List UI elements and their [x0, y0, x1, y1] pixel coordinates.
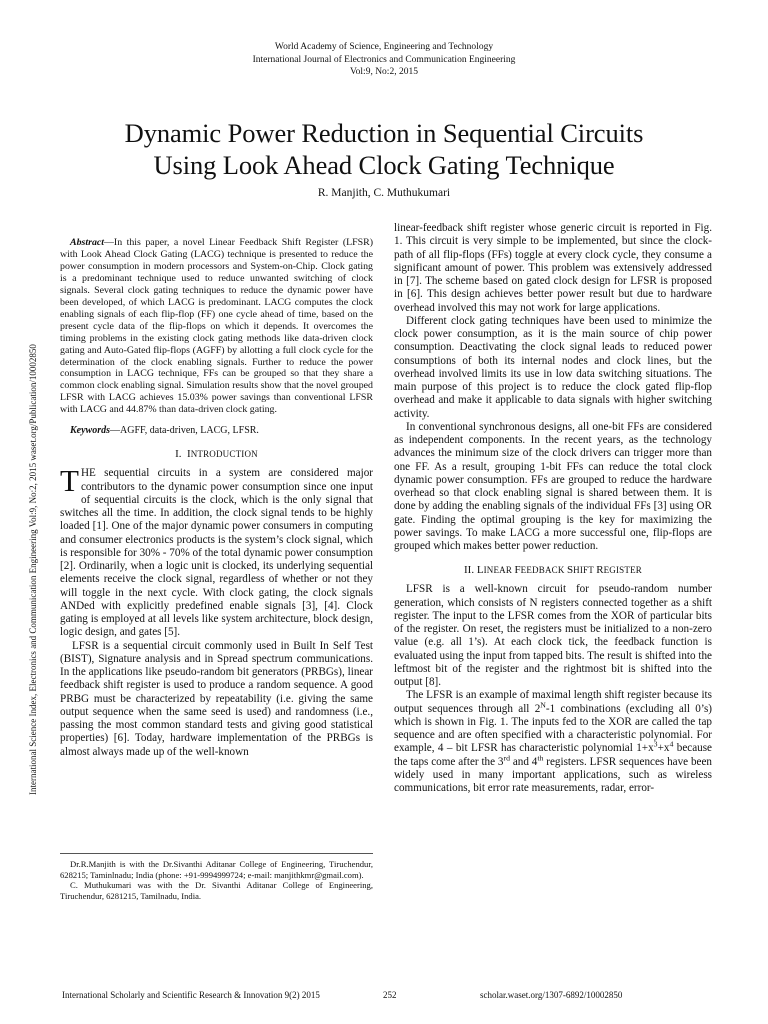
keywords — [60, 425, 373, 437]
journal-header — [0, 41, 768, 79]
abstract — [60, 237, 373, 416]
footer-right: scholar.waset.org/1307-6892/10002850 — [480, 990, 623, 1000]
footer-left: International Scholarly and Scientific Research & Innovation 9(2) 2015 — [62, 990, 320, 1000]
footnotes — [60, 853, 373, 901]
right-paragraph-3: In conventional synchronous designs, all one-bit FFs are considered as independent components. In the recent years, as the technology advances the minimum size of the clock drivers can trigger more than one FF. As a result, grouping 1-bit FFs can reduce the total clock dynamic power consumption. FFs are grouped to reduce the hardware overhead so that clock enabling signal is shared between them. It is done by adding the enabling signals of the individual FFs [3] using OR gate. Finding the optimal grouping is the key for maximizing the power savings. To make LACG a more successful one, flip-flops are grouped which makes better power reduction. — [394, 420, 712, 552]
title-line-2: Using Look Ahead Clock Gating Technique — [153, 150, 615, 180]
right-column — [394, 222, 712, 795]
paper-title — [40, 117, 728, 181]
intro-paragraph-1: THE sequential circuits in a system are considered major contributors to the dynamic power consumption since one input of sequential circuits is the clock, which is the only signal that switches all the time. In addition, the clock signal tends to be highly loaded [1]. One of the major dynamic power consumers in computing and consumer electronics products is the system’s clock signal, which is responsible for 30% - 70% of the total dynamic power consumption [2]. Ordinarily, when a logic unit is clocked, its underlying sequential elements receive the clock signal, regardless of whether or not they will toggle in the next cycle. With clock gating, the clock signals ANDed with explicitly predefined enable signals [3], [4]. Clock gating is employed at all levels like system architecture, block design, logic design, and gates [5]. — [60, 463, 373, 639]
page-number: 252 — [383, 990, 397, 1000]
header-line-2: International Journal of Electronics and Communication Engineering — [252, 54, 516, 65]
right-paragraph-4: LFSR is a well-known circuit for pseudo-random number generation, which consists of N registers connected together as a shift register. The input to the LFSR comes from the XOR of particular bits of the register. On reset, the registers must be initialized to a non-zero value (e.g. all 1’s). At each clock tick, the feedback function is evaluated using the input from tapped bits. The result is shifted into the leftmost bit of the register and the rightmost bit is shifted into the output [8]. — [394, 583, 712, 688]
right-paragraph-2: Different clock gating techniques have been used to minimize the clock power consumption, as it is the main source of chip power consumption. Deactivating the clock signal leads to reduced power consumptions of both its internal nodes and clock lines, but the overhead involved limits its use in low data switching situations. The main purpose of this project is to reduce the clock gated flip-flop overhead and make it applicable to data signals with higher switching activity. — [394, 314, 712, 420]
right-paragraph-5: The LFSR is an example of maximal length shift register because its output sequences through all $2^N-1$ combinations (excluding all 0’s) which is shown in Fig. 1. The inputs fed to the XOR are called the tap sequence and are often specified with a characteristic polynomial. For example, 4 – bit LFSR has characteristic polynomial $1+x^3+x^4$ because the taps come after the 3rd and 4th registers. LFSR sequences have been widely used in many important applications, such as wireless communications, bit error rate measurements, radar, error- — [394, 689, 713, 794]
title-line-1: Dynamic Power Reduction in Sequential Circuits — [124, 118, 644, 148]
footnote-1: Dr.R.Manjith is with the Dr.Sivanthi Aditanar College of Engineering, Tiruchendur, 628215; Taminlnadu; India (phone: +91-9994999724; e-mail: manjithkmr@gmail.com). — [60, 859, 373, 880]
header-line-3: Vol:9, No:2, 2015 — [350, 67, 418, 77]
abstract-text: —In this paper, a novel Linear Feedback Shift Register (LFSR) with Look Ahead Clock Gating (LACG) technique is presented to reduce the power consumption in modern processors and System-on-Chip. Clock gating is a predominant technique used to reduce unwanted switching of clock signals. Several clock gating techniques to reduce the dynamic power have been developed, of which LACG is predominant. LACG computes the clock enabling signals of each flip-flop (FF) one cycle ahead of time, based on the present cycle data of the flip-flops on which it depends. It overcomes the timing problems in the existing clock gating methods like data-driven clock gating and Auto-Gated flip-flops (AGFF) by allotting a full clock cycle for the determination of the clock enabling signals. Further to reduce the power consumption in LACG technique, FFs can be grouped so that they share a common clock enabling signal. Simulation results show that the novel grouped LFSR with LACG achieves 15.03% power savings than conventional LFSR with LACG and 44.87% than data-driven clock gating. — [60, 237, 373, 416]
right-paragraph-1: linear-feedback shift register whose generic circuit is reported in Fig. 1. This circuit is very simple to be implemented, but since the clock-path of all flip-flops (FFs) toggle at every clock cycle, they consume a significant amount of power. This problem was extensively addressed in [7]. The scheme based on gated clock design for LFSR is proposed in [6]. This design achieves better power result but due to hardware overhead involved this may not work for large applications. — [394, 222, 712, 314]
header-line-1: World Academy of Science, Engineering and Technology — [274, 42, 494, 52]
section-heading-introduction: I. INTRODUCTION — [175, 448, 258, 461]
left-column — [60, 237, 373, 759]
drop-cap: T — [60, 463, 79, 499]
keywords-text: —AGFF, data-driven, LACG, LFSR. — [110, 425, 259, 437]
intro-paragraph-2: LFSR is a sequential circuit commonly used in Built In Self Test (BIST), Signature analysis and in Spread spectrum communications. In the applications like pseudo-random bit generators (PRBGs), linear feedback shift register is used to produce a random sequence. A good PRBG must be characterized by repeatability (i.e. giving the same output sequence when the same seed is used) and randomness (i.e., passing the most common standard tests and giving good statistical properties) [6]. Today, hardware implementation of the PRBGs is almost always made up of the well-known — [60, 639, 373, 758]
abstract-label: Abstract — [70, 237, 105, 248]
footnote-2: C. Muthukumari was with the Dr. Sivanthi Aditanar College of Engineering, Tiruchendur, 6281215, Tamilnadu, India. — [60, 880, 373, 901]
authors: R. Manjith, C. Muthukumari — [317, 187, 451, 199]
section-heading-lfsr: II. LINEAR FEEDBACK SHIFT REGISTER — [464, 564, 642, 577]
footnote-rule — [60, 853, 373, 854]
side-index-text: International Science Index, Electronics and Communication Engineering Vol:9, No:2, 2015 waset.org/Publication/10002850 — [28, 344, 38, 795]
keywords-label: Keywords — [70, 425, 110, 437]
